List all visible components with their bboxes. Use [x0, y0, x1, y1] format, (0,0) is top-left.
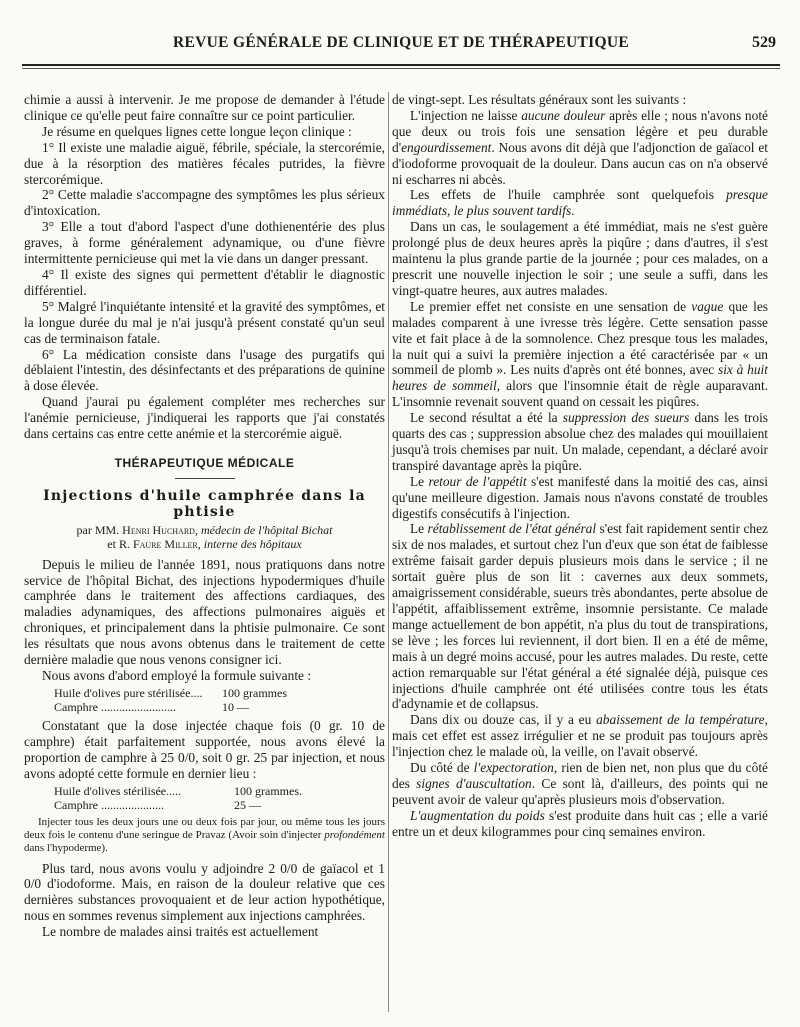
paragraph: Dans un cas, le soulagement a été immédiat, mais ne s'est guère prolongé plus de deux heures après la piqûre ; dans d'autres, il s'est maintenu la plus grande partie de la journée ; pour ces malades, on a prescrit une nouvelle injection le soir ; une seule a suffi, dans les vingt-quatre heures, aux autres malades.: [392, 219, 768, 298]
paragraph: chimie a aussi à intervenir. Je me propose de demander à l'étude clinique ce qu'elle peut faire connaître sur ce point particulier.: [24, 92, 385, 123]
paragraph: Le second résultat a été la suppression des sueurs dans les trois quarts des cas ; suppression absolue chez des malades qui mouillaient jusqu'à trois chemises par nuit. Un malade, cependant, a déclaré avoir transpiré davantage après la piqûre.: [392, 410, 768, 473]
header-rule: [22, 64, 780, 66]
paragraph: de vingt-sept. Les résultats généraux sont les suivants :: [392, 92, 687, 107]
byline: par MM. Henri Huchard, médecin de l'hôpital Bichat: [76, 522, 333, 537]
page-number: 529: [752, 34, 776, 51]
formula: [54, 784, 385, 812]
formula-row: Camphre ......................... 10 —: [54, 699, 249, 714]
paragraph: Le premier effet net consiste en une sensation de vague que les malades comparent à une ivresse très légère. Cette sensation passe vite et fait place à de la somnolence. Chez presque tous les malades, la nuit qui a suivi la première injection a été caractérisée par « un sommeil de plomb ». Les nuits d'après ont été bonnes, avec six à huit heures de sommeil, alors que l'insomnie était de règle auparavant. L'insomnie revenait souvent quand on cessait les piqûres.: [392, 298, 769, 410]
running-header: [22, 34, 780, 56]
paragraph: Constatant que la dose injectée chaque fois (0 gr. 10 de camphre) était parfaitement supportée, nous avons élevé la proportion de camphre à 25 0/0, soit 0 gr. 25 par injection, et nous avons adopté cette formule en dernier lieu :: [24, 717, 385, 781]
paragraph: Les effets de l'huile camphrée sont quelquefois presque immédiats, le plus souvent tardifs.: [392, 187, 768, 219]
paragraph: L'injection ne laisse aucune douleur après elle ; nous n'avons noté que deux ou trois fois une sensation légère et peu durable d'engourdissement. Nous avons dit déjà que l'adjonction de gaïacol et d'iodoforme provoquait de la douleur. Dans aucun cas on n'a observé ni escharres ni abcès.: [392, 107, 768, 187]
paragraph: Du côté de l'expectoration, rien de bien net, non plus que du côté des signes d'auscultation. Ce sont là, d'ailleurs, des points qui ne peuvent avoir de valeur qu'après plusieurs mois d'observation.: [392, 760, 769, 807]
formula-row: Camphre ..................... 25 —: [54, 797, 261, 812]
header-rule-thin: [22, 68, 780, 69]
right-column: [392, 92, 768, 840]
list-item: 6° La médication consiste dans l'usage des purgatifs qui déblaient l'intestin, des désinfectants et des préparations de quinine à dose élevée.: [24, 346, 385, 394]
dosage-note: Injecter tous les deux jours une ou deux fois par jour, ou même tous les jours deux fois le contenu d'une seringue de Pravaz (Avoir soin d'injecter profondément dans l'hypoderme).: [24, 815, 385, 854]
article-title: Injections d'huile camphrée dans la phtisie: [43, 487, 366, 520]
paragraph: L'augmentation du poids s'est produite dans huit cas ; elle a varié entre un et deux kilogrammes pour cinq semaines environ.: [392, 807, 768, 839]
section-title: THÉRAPEUTIQUE MÉDICALE: [114, 455, 295, 470]
paragraph: Dans dix ou douze cas, il y a eu abaissement de la température, mais cet effet est assez irrégulier et ne se produit pas toujours après l'injection chez le malade où, la veille, on l'avait observé.: [392, 712, 768, 760]
byline: et R. Faure Miller, interne des hôpitaux: [107, 536, 302, 551]
formula-row: Huile d'olives pure stérilisée.... 100 grammes: [54, 685, 287, 700]
formula: [54, 686, 385, 714]
paragraph: Le rétablissement de l'état général s'est fait rapidement sentir chez six de nos malades, et surtout chez l'un d'eux que son état de faiblesse extrême faisait garder depuis plusieurs mois dans le service ; il ne sortait guère plus de son lit : cavernes aux deux sommets, amaigrissement considérable, sueurs très abondantes, perte absolue de l'appétit, affaiblissement extrême, insomnie persistante. Ce malade mange actuellement de bon appétit, n'a plus du tout de transpirations, se lève ; les forces lui reviennent, il dort bien. Il en a été de même, mais à un degré moins accusé, pour les autres malades. Du reste, cette action remarquable sur l'état général a été signalée déjà, puisque ces injections d'huile camphrée ont été utilisées contre tous les états d'adynamie et de collapsus.: [392, 521, 768, 712]
paragraph: Plus tard, nous avons voulu y adjoindre 2 0/0 de gaïacol et 1 0/0 d'iodoforme. Mais, en raison de la douleur relative que ces dernières substances provoquaient et de leur action hypothétique, nous en sommes revenus simplement aux injections camphrées.: [24, 860, 385, 924]
list-item: 5° Malgré l'inquiétante intensité et la gravité des symptômes, et la longue durée du mal je n'ai jusqu'à présent constaté qu'un seul cas de terminaison fatale.: [24, 298, 385, 346]
author-name: Henri Huchard: [122, 522, 195, 537]
formula-row: Huile d'olives stérilisée..... 100 grammes.: [54, 783, 302, 798]
section-divider: [175, 478, 235, 479]
left-column: [24, 92, 385, 940]
summary-list: [24, 140, 385, 395]
paragraph: Nous avons d'abord employé la formule suivante :: [42, 668, 312, 683]
list-item: 4° Il existe des signes qui permettent d'établir le diagnostic différentiel.: [24, 266, 385, 298]
paragraph: Depuis le milieu de l'année 1891, nous pratiquons dans notre service de l'hôpital Bichat, des injections hypodermiques d'huile camphrée dans le traitement des affections cardiaques, des maladies adynamiques, des affections pulmonaires aiguës et chroniques, et principalement dans la phtisie pulmonaire. Ce sont les résultats que nous avons obtenus dans le traitement de cette dernière maladie que nous venons consigner ici.: [24, 556, 385, 668]
paragraph: Le retour de l'appétit s'est manifesté dans la moitié des cas, ainsi qu'une meilleure digestion. Jamais nous n'avons constaté de troubles digestifs consécutifs à l'injection.: [392, 473, 768, 521]
list-item: 3° Elle a tout d'abord l'aspect d'une dothienentérie des plus graves, à forme généralement adynamique, ou d'une fièvre intermittente pernicieuse qui met la vie dans un danger pressant.: [24, 219, 385, 267]
list-item: 2° Cette maladie s'accompagne des symptômes les plus sérieux d'intoxication.: [24, 187, 385, 219]
paragraph: Le nombre de malades ainsi traités est actuellement: [42, 924, 319, 940]
journal-title: REVUE GÉNÉRALE DE CLINIQUE ET DE THÉRAPEUTIQUE: [173, 34, 629, 51]
list-item: 1° Il existe une maladie aiguë, fébrile, spéciale, la stercorémie, due à la résorption des matières fécales putrides, la fièvre stercorémique.: [24, 139, 385, 187]
paragraph: Je résume en quelques lignes cette longue leçon clinique :: [42, 123, 352, 139]
author-name: R. Faure Miller: [118, 536, 198, 551]
paragraph: Quand j'aurai pu également compléter mes recherches sur l'anémie pernicieuse, j'indiquerai les rapports que j'ai constatés dans certains cas entre cette anémie et la stercorémie aiguë.: [24, 394, 385, 442]
column-divider: [388, 92, 389, 1012]
